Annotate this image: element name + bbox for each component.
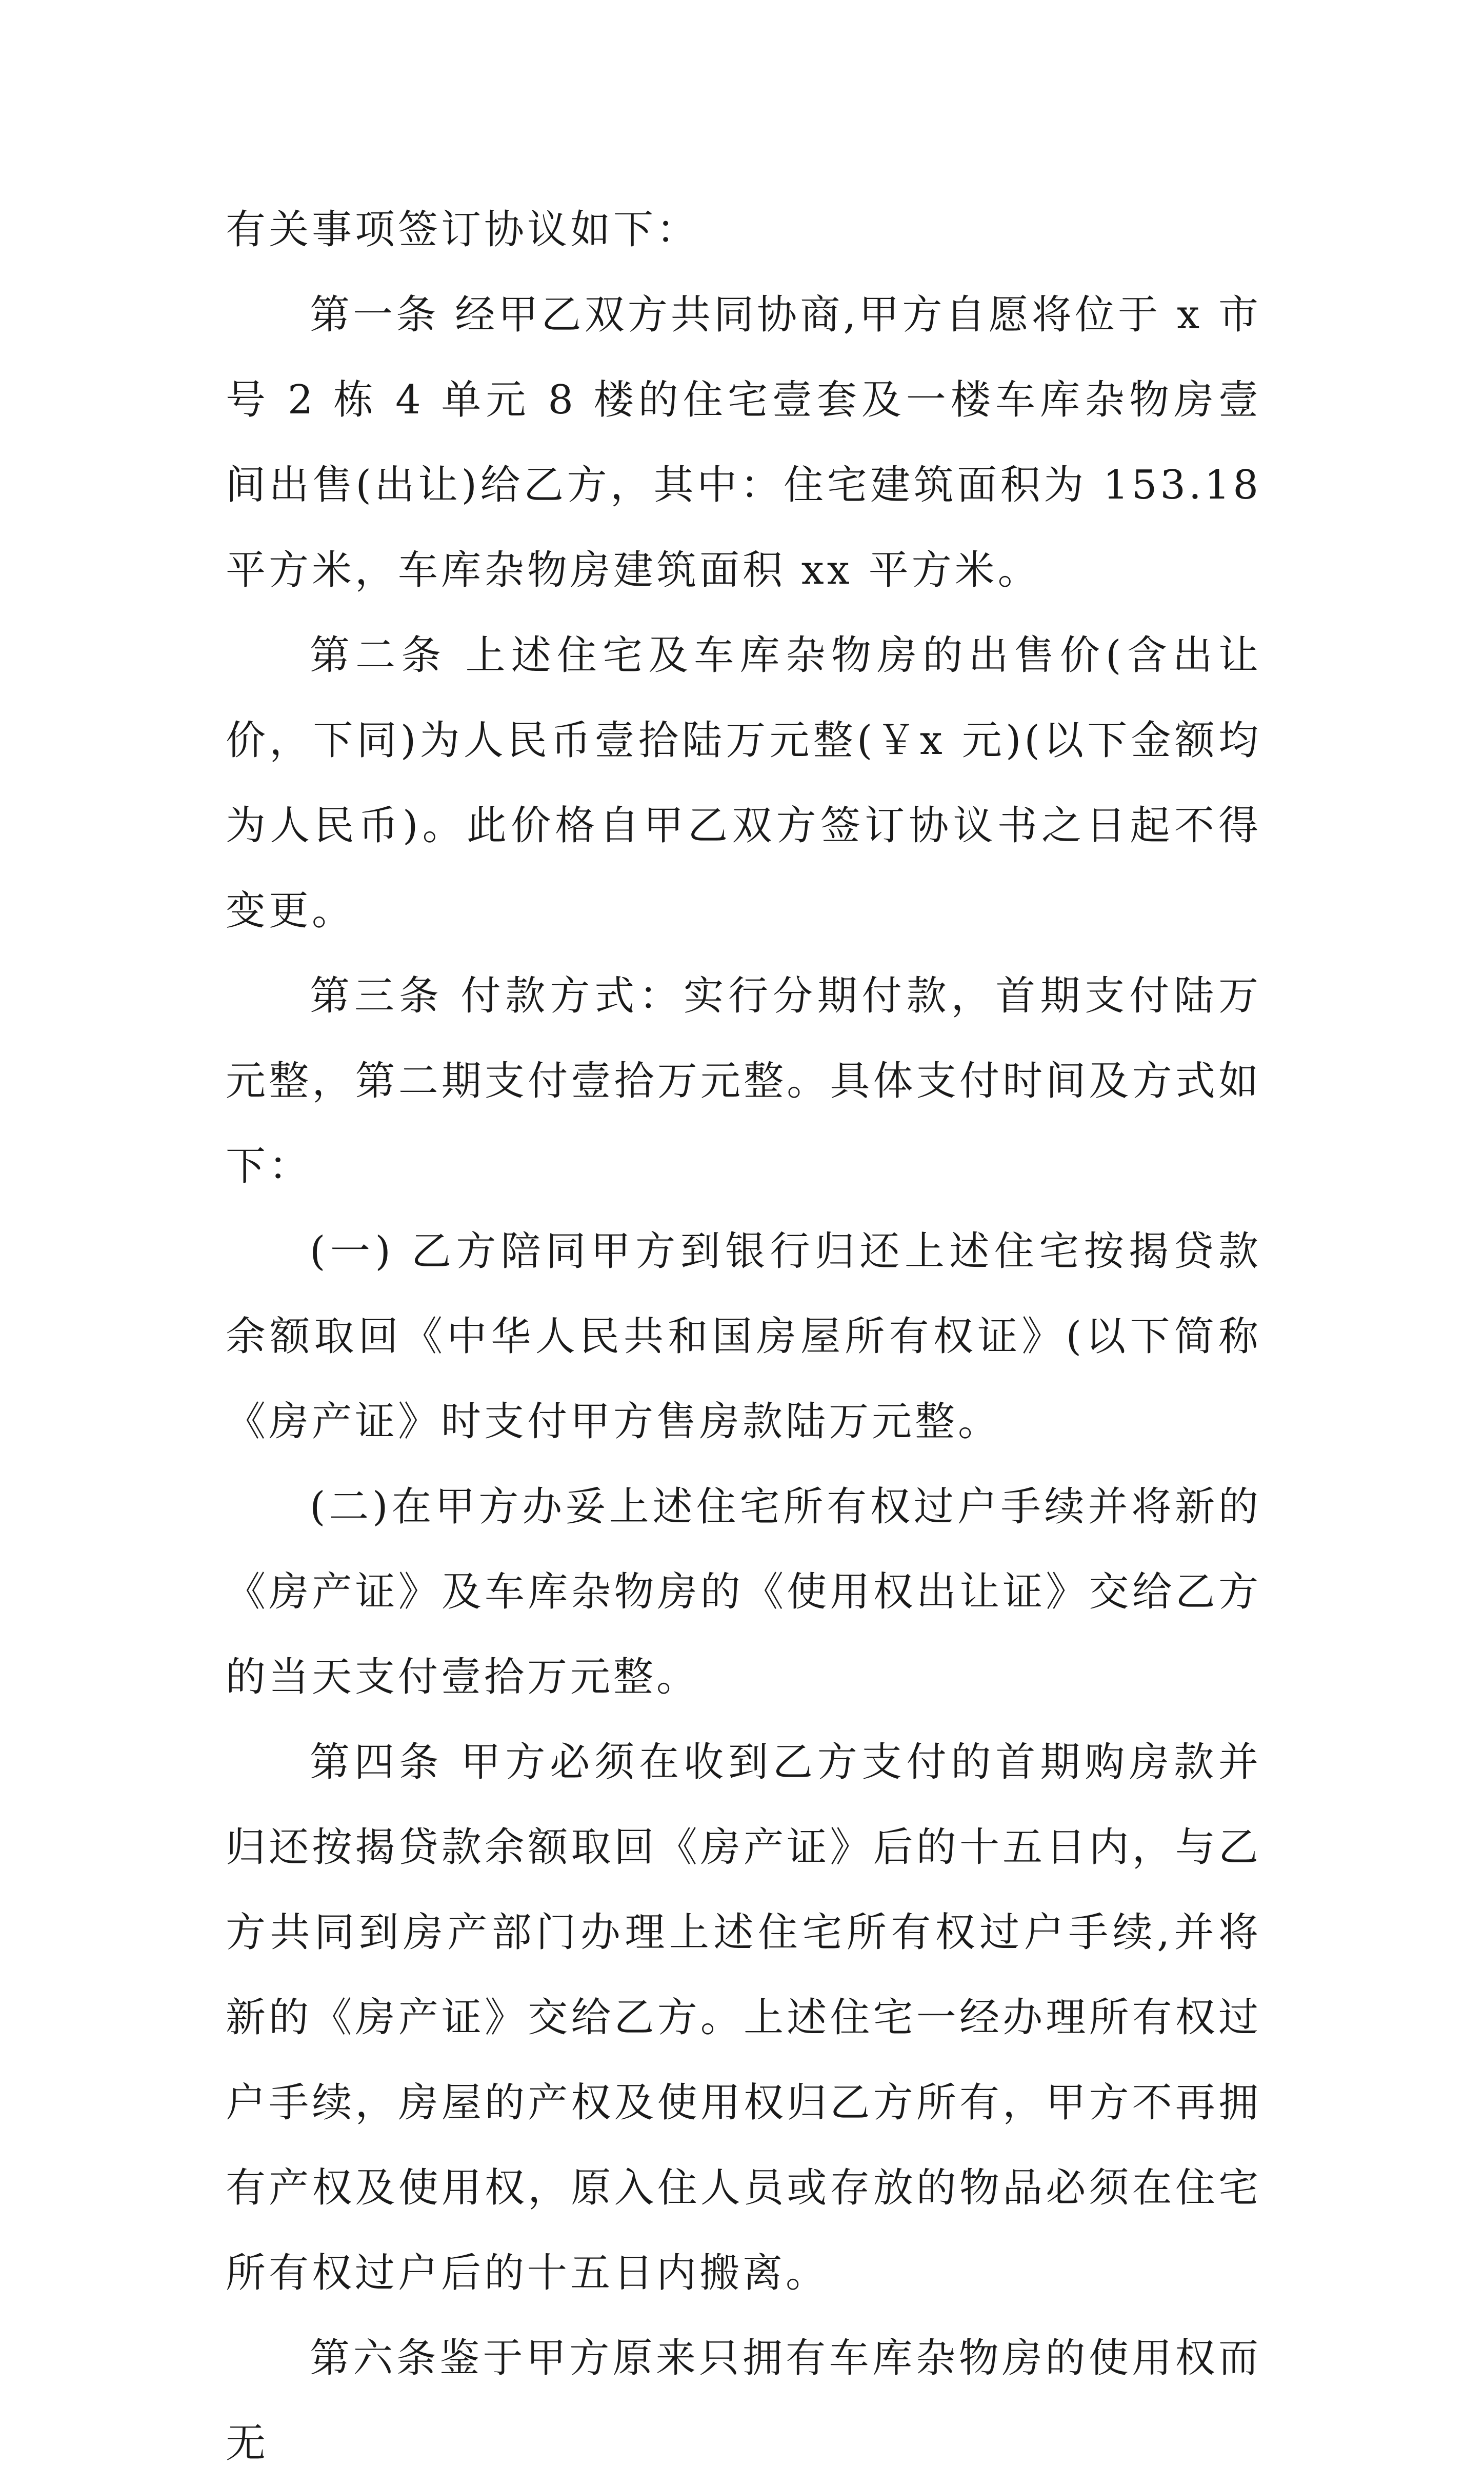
paragraph-item-1: (一) 乙方陪同甲方到银行归还上述住宅按揭贷款余额取回《中华人民共和国房屋所有权证》(以下简称《房产证》时支付甲方售房款陆万元整。 xyxy=(226,1228,1261,1445)
paragraph-article-1: 第一条 经甲乙双方共同协商,甲方自愿将位于 x 市号 2 栋 4 单元 8 楼的住宅壹套及一楼车库杂物房壹间出售(出让)给乙方，其中：住宅建筑面积为 153.18 平方米，车库杂物房建筑面积 xx 平方米。 xyxy=(226,292,1261,593)
paragraph-article-6: 第六条鉴于甲方原来只拥有车库杂物房的使用权而无 xyxy=(226,2335,1261,2467)
paragraph-intro: 有关事项签订协议如下： xyxy=(226,207,700,253)
document-body xyxy=(226,187,1261,2486)
paragraph-item-2: (二)在甲方办妥上述住宅所有权过户手续并将新的《房产证》及车库杂物房的《使用权出让证》交给乙方的当天支付壹拾万元整。 xyxy=(226,1484,1261,1700)
paragraph-article-2: 第二条 上述住宅及车库杂物房的出售价(含出让价，下同)为人民币壹拾陆万元整(￥x 元)(以下金额均为人民币)。此价格自甲乙双方签订协议书之日起不得变更。 xyxy=(226,632,1261,934)
paragraph-article-4: 第四条 甲方必须在收到乙方支付的首期购房款并归还按揭贷款余额取回《房产证》后的十五日内，与乙方共同到房产部门办理上述住宅所有权过户手续,并将新的《房产证》交给乙方。上述住宅一经办理所有权过户手续，房屋的产权及使用权归乙方所有，甲方不再拥有产权及使用权，原入住人员或存放的物品必须在住宅所有权过户后的十五日内搬离。 xyxy=(226,1739,1261,2296)
paragraph-article-3: 第三条 付款方式：实行分期付款，首期支付陆万元整，第二期支付壹拾万元整。具体支付时间及方式如下： xyxy=(226,973,1261,1189)
